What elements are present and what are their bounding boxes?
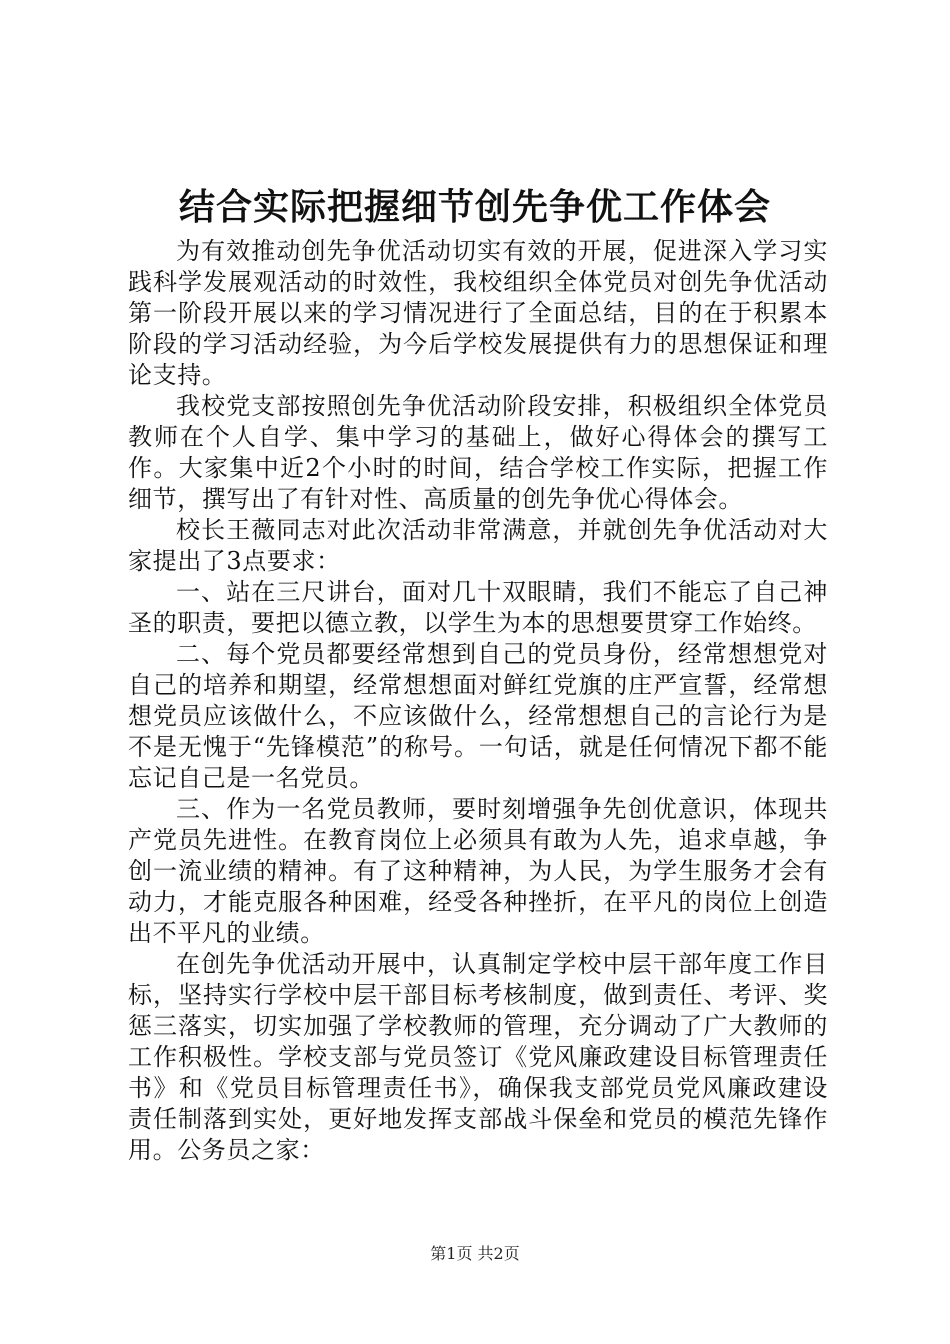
paragraph-principal-requirements: 校长王薇同志对此次活动非常满意，并就创先争优活动对大家提出了3点要求： [128,516,828,575]
paragraph-requirement-1: 一、站在三尺讲台，面对几十双眼睛，我们不能忘了自己神圣的职责，要把以德立教，以学生为本的思想要贯穿工作始终。 [128,578,828,637]
document-title: 结合实际把握细节创先争优工作体会 [178,187,771,228]
paragraph-requirement-3: 三、作为一名党员教师，要时刻增强争先创优意识，体现共产党员先进性。在教育岗位上必须具有敢为人先，追求卓越，争创一流业绩的精神。有了这种精神，为人民，为学生服务才会有动力，才能克服各种困难，经受各种挫折，在平凡的岗位上创造出不平凡的业绩。 [128,795,828,947]
page-footer: 第1页 共2页 [430,1244,520,1263]
paragraph-branch-activity: 我校党支部按照创先争优活动阶段安排，积极组织全体党员教师在个人自学、集中学习的基础上，做好心得体会的撰写工作。大家集中近2个小时的时间，结合学校工作实际，把握工作细节，撰写出了有针对性、高质量的创先争优心得体会。 [128,392,828,513]
paragraph-management: 在创先争优活动开展中，认真制定学校中层干部年度工作目标，坚持实行学校中层干部目标考核制度，做到责任、考评、奖惩三落实，切实加强了学校教师的管理，充分调动了广大教师的工作积极性。学校支部与党员签订《党风廉政建设目标管理责任书》和《党员目标管理责任书》，确保我支部党员党风廉政建设责任制落到实处，更好地发挥支部战斗保垒和党员的模范先锋作用。公务员之家： [128,950,828,1164]
paragraph-requirement-2: 二、每个党员都要经常想到自己的党员身份，经常想想党对自己的培养和期望，经常想想面对鲜红党旗的庄严宣誓，经常想想党员应该做什么，不应该做什么，经常想想自己的言论行为是不是无愧于“先锋模范”的称号。一句话，就是任何情况下都不能忘记自己是一名党员。 [128,640,828,792]
document-body [128,236,828,1166]
paragraph-intro: 为有效推动创先争优活动切实有效的开展，促进深入学习实践科学发展观活动的时效性，我校组织全体党员对创先争优活动第一阶段开展以来的学习情况进行了全面总结，目的在于积累本阶段的学习活动经验，为今后学校发展提供有力的思想保证和理论支持。 [128,237,828,389]
